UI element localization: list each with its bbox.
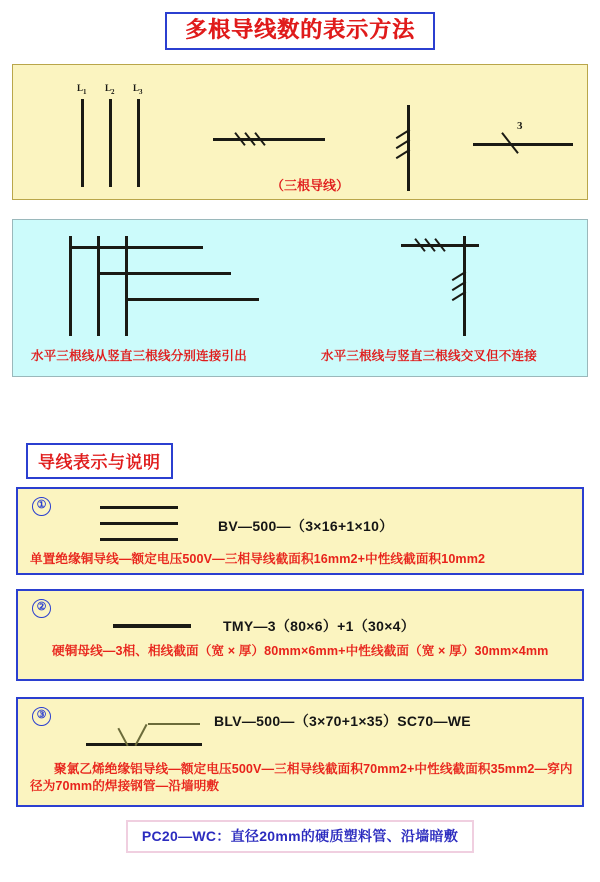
item-code-1: BV—500—（3×16+1×10） [218, 518, 394, 534]
wire-spec-item-3 [16, 697, 584, 807]
wire-junction-panel [12, 219, 588, 377]
branch-horizontal-3 [125, 298, 259, 301]
crossing-vertical-line [463, 236, 466, 336]
phase-label-l2: $L_2$ [105, 83, 115, 96]
phase-line-1 [81, 99, 84, 187]
branch-horizontal-1 [69, 246, 203, 249]
section-heading: 导线表示与说明 [38, 453, 161, 472]
wire-spec-item-1 [16, 487, 584, 575]
symbol-line-single [113, 624, 191, 628]
phase-label-l1: $L_1$ [77, 83, 87, 96]
wire-count-label: 3 [517, 120, 523, 132]
panel-one-caption: （三根导线） [271, 178, 350, 193]
wire-spec-item-2 [16, 589, 584, 681]
panel-two-caption-left: 水平三根线从竖直三根线分别连接引出 [31, 349, 247, 363]
bus-vertical-1 [69, 236, 72, 336]
title-container [0, 12, 600, 50]
item-description-2: 硬铜母线—3相、相线截面（宽 × 厚）80mm×6mm+中性线截面（宽 × 厚）30mm×4mm [52, 644, 549, 658]
symbol-baseline [86, 743, 202, 746]
footer-note: PC20—WC：直径20mm的硬质塑料管、沿墙暗敷 [141, 828, 459, 844]
item-number-3: ③ [32, 707, 51, 726]
conductor-line [213, 138, 325, 141]
item-code-2: TMY—3（80×6）+1（30×4） [223, 618, 416, 634]
item-number-2: ② [32, 599, 51, 618]
symbol-line-2 [100, 522, 178, 525]
phase-line-3 [137, 99, 140, 187]
section-heading-container [26, 443, 173, 479]
symbol-top-line [148, 723, 200, 725]
symbol-line-3 [100, 538, 178, 541]
page-title: 多根导线数的表示方法 [184, 17, 415, 42]
item-code-3: BLV—500—（3×70+1×35）SC70—WE [214, 713, 471, 729]
item-description-3: 聚氯乙烯绝缘铝导线—额定电压500V—三相导线截面积70mm2+中性线截面积35mm2—穿内径为70mm的焊接钢管—沿墙明敷 [30, 762, 573, 793]
conductor-line-numbered [473, 143, 573, 146]
phase-line-2 [109, 99, 112, 187]
footer-box [126, 820, 474, 853]
section-separator [0, 380, 600, 436]
symbol-line-1 [100, 506, 178, 509]
bus-vertical-2 [97, 236, 100, 336]
panel-two-caption-right: 水平三根线与竖直三根线交叉但不连接 [321, 349, 537, 363]
branch-horizontal-2 [97, 272, 231, 275]
section-heading-box [26, 443, 173, 479]
title-box [165, 12, 435, 50]
bus-vertical-3 [125, 236, 128, 336]
item-description-1: 单置绝缘铜导线—额定电压500V—三相导线截面积16mm2+中性线截面积10mm2 [30, 552, 486, 566]
footer-container [0, 820, 600, 853]
three-wire-symbols-panel [12, 64, 588, 200]
phase-label-l3: $L_3$ [133, 83, 143, 96]
item-number-1: ① [32, 497, 51, 516]
